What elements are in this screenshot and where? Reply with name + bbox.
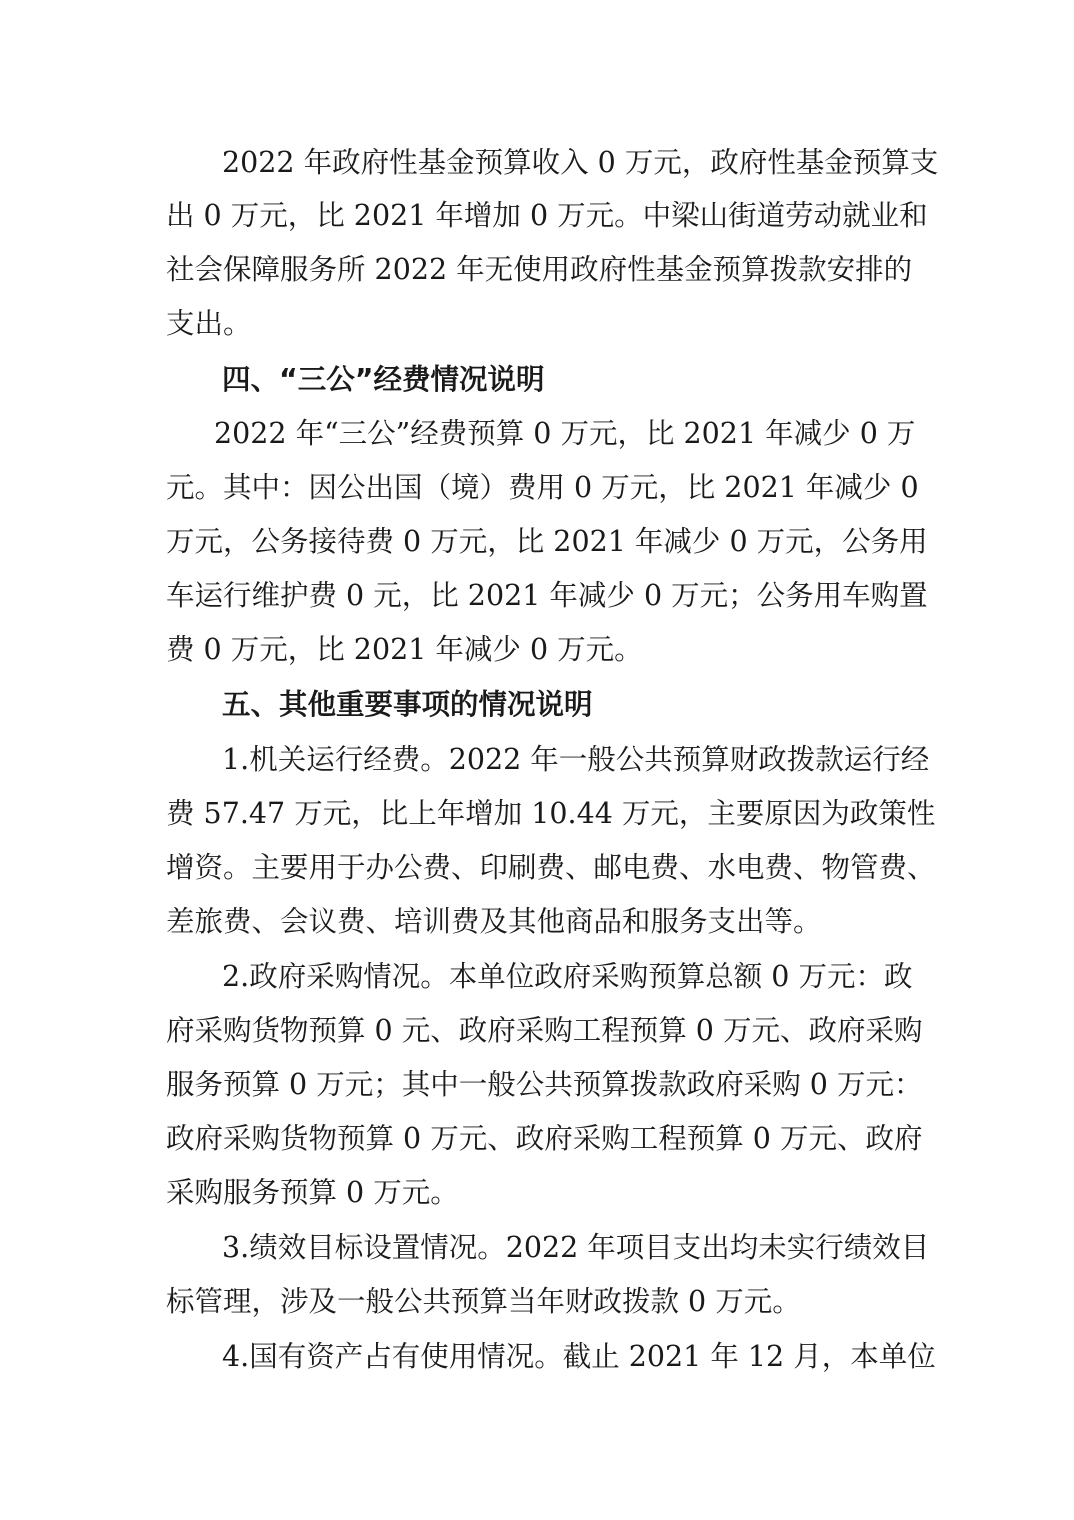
item-3-line-2: 标管理，涉及一般公共预算当年财政拨款 0 万元。	[166, 1285, 801, 1318]
item-2-line-1: 2.政府采购情况。本单位政府采购预算总额 0 万元：政	[222, 960, 913, 993]
three-public-line-3: 万元，公务接待费 0 万元，比 2021 年减少 0 万元，公务用	[166, 525, 928, 558]
three-public-line-1: 2022 年“三公”经费预算 0 万元，比 2021 年减少 0 万	[214, 417, 916, 450]
section-heading-three-public: 四、“三公”经费情况说明	[222, 363, 545, 396]
item-1-line-2: 费 57.47 万元，比上年增加 10.44 万元，主要原因为政策性	[166, 797, 936, 830]
fund-budget-line-4: 支出。	[166, 307, 252, 340]
item-1-line-3: 增资。主要用于办公费、印刷费、邮电费、水电费、物管费、	[166, 851, 936, 884]
item-4-line-1: 4.国有资产占有使用情况。截止 2021 年 12 月，本单位	[222, 1340, 936, 1373]
item-2-line-2: 府采购货物预算 0 元、政府采购工程预算 0 万元、政府采购	[166, 1014, 923, 1047]
three-public-line-5: 费 0 万元，比 2021 年减少 0 万元。	[166, 633, 643, 666]
three-public-line-4: 车运行维护费 0 元，比 2021 年减少 0 万元；公务用车购置	[166, 579, 928, 612]
item-2-line-5: 采购服务预算 0 万元。	[166, 1176, 459, 1209]
item-2-line-3: 服务预算 0 万元；其中一般公共预算拨款政府采购 0 万元：	[166, 1068, 923, 1101]
three-public-line-2: 元。其中：因公出国（境）费用 0 万元，比 2021 年减少 0	[166, 471, 919, 504]
fund-budget-line-2: 出 0 万元，比 2021 年增加 0 万元。中梁山街道劳动就业和	[166, 199, 928, 232]
fund-budget-line-1: 2022 年政府性基金预算收入 0 万元，政府性基金预算支	[222, 146, 939, 179]
item-1-line-4: 差旅费、会议费、培训费及其他商品和服务支出等。	[166, 905, 822, 938]
item-3-line-1: 3.绩效目标设置情况。2022 年项目支出均未实行绩效目	[222, 1231, 930, 1264]
item-1-line-1: 1.机关运行经费。2022 年一般公共预算财政拨款运行经	[222, 743, 930, 776]
item-2-line-4: 政府采购货物预算 0 万元、政府采购工程预算 0 万元、政府	[166, 1122, 923, 1155]
fund-budget-line-3: 社会保障服务所 2022 年无使用政府性基金预算拨款安排的	[166, 253, 913, 286]
section-heading-other-matters: 五、其他重要事项的情况说明	[222, 688, 593, 721]
